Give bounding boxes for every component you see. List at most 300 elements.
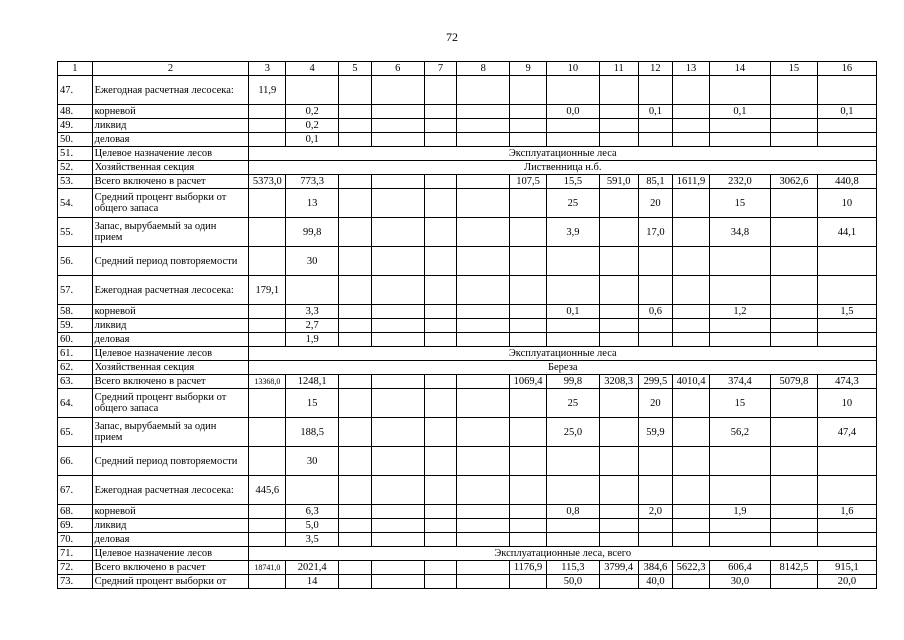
- table-cell: [424, 561, 457, 575]
- table-row: [58, 505, 877, 519]
- table-row: [58, 147, 877, 161]
- table-cell: [770, 333, 817, 347]
- table-cell: [339, 375, 372, 389]
- table-cell: [424, 305, 457, 319]
- table-cell: 606,4: [709, 561, 770, 575]
- table-cell: [673, 305, 710, 319]
- table-cell: [371, 519, 424, 533]
- column-header: 14: [709, 62, 770, 76]
- table-cell: [457, 476, 510, 505]
- row-label: ликвид: [92, 519, 249, 533]
- table-cell: [339, 218, 372, 247]
- row-number: 70.: [58, 533, 93, 547]
- table-row: [58, 547, 877, 561]
- table-cell: [339, 476, 372, 505]
- column-header: 7: [424, 62, 457, 76]
- row-number: 60.: [58, 333, 93, 347]
- table-cell: [510, 319, 547, 333]
- table-cell: 40,0: [638, 575, 673, 589]
- table-cell: [638, 519, 673, 533]
- table-cell: [371, 319, 424, 333]
- table-cell: 0,6: [638, 305, 673, 319]
- table-cell: 20: [638, 389, 673, 418]
- column-header: 3: [249, 62, 286, 76]
- column-header: 11: [599, 62, 638, 76]
- row-number: 64.: [58, 389, 93, 418]
- table-cell: [371, 105, 424, 119]
- table-cell: [546, 76, 599, 105]
- table-cell: 30: [286, 447, 339, 476]
- table-cell: [546, 119, 599, 133]
- table-cell: [339, 189, 372, 218]
- table-cell: [371, 561, 424, 575]
- table-cell: [673, 476, 710, 505]
- table-row: [58, 76, 877, 105]
- row-label: Хозяйственная секция: [92, 161, 249, 175]
- table-cell: 1,5: [817, 305, 876, 319]
- table-cell: [770, 119, 817, 133]
- table-cell: [770, 389, 817, 418]
- table-cell: [371, 76, 424, 105]
- table-cell: [371, 447, 424, 476]
- table-cell: [709, 119, 770, 133]
- table-cell: [457, 575, 510, 589]
- table-cell: [339, 76, 372, 105]
- table-cell: [709, 76, 770, 105]
- table-cell: 0,1: [546, 305, 599, 319]
- table-cell: [817, 476, 876, 505]
- table-cell: 3,9: [546, 218, 599, 247]
- table-cell: [424, 533, 457, 547]
- table-cell: [249, 418, 286, 447]
- table-cell: [673, 76, 710, 105]
- table-cell: 10: [817, 389, 876, 418]
- row-number: 58.: [58, 305, 93, 319]
- table-cell: [599, 418, 638, 447]
- table-cell: [599, 276, 638, 305]
- table-cell: [339, 389, 372, 418]
- table-cell: 5622,3: [673, 561, 710, 575]
- table-row: [58, 333, 877, 347]
- row-number: 49.: [58, 119, 93, 133]
- table-cell: [673, 119, 710, 133]
- table-cell: [638, 133, 673, 147]
- table-cell: [510, 447, 547, 476]
- table-row: [58, 447, 877, 476]
- table-cell: [546, 133, 599, 147]
- table-cell: 34,8: [709, 218, 770, 247]
- table-cell: 0,0: [546, 105, 599, 119]
- table-cell: [770, 305, 817, 319]
- table-cell: [339, 575, 372, 589]
- column-header: 1: [58, 62, 93, 76]
- table-cell: [249, 333, 286, 347]
- table-cell: [510, 333, 547, 347]
- table-cell: [510, 505, 547, 519]
- table-cell: [371, 389, 424, 418]
- table-cell: [424, 575, 457, 589]
- table-cell: [599, 105, 638, 119]
- row-number: 52.: [58, 161, 93, 175]
- table-cell: 15: [709, 389, 770, 418]
- row-label: Целевое назначение лесов: [92, 347, 249, 361]
- table-cell: [599, 575, 638, 589]
- table-cell: [599, 447, 638, 476]
- table-cell: [371, 119, 424, 133]
- table-cell: [770, 105, 817, 119]
- table-cell: [709, 333, 770, 347]
- row-label: Всего включено в расчет: [92, 561, 249, 575]
- table-cell: [638, 447, 673, 476]
- row-label: Средний процент выборки от общего запаса: [92, 389, 249, 418]
- table-cell: [638, 247, 673, 276]
- table-cell: [371, 375, 424, 389]
- table-cell: [709, 476, 770, 505]
- table-cell: [817, 247, 876, 276]
- table-cell: [599, 218, 638, 247]
- table-cell: 99,8: [286, 218, 339, 247]
- table-cell: [770, 418, 817, 447]
- table-cell: [457, 505, 510, 519]
- table-cell: 232,0: [709, 175, 770, 189]
- table-cell: [817, 319, 876, 333]
- table-cell: [673, 418, 710, 447]
- table-cell: [249, 505, 286, 519]
- table-cell: [371, 247, 424, 276]
- table-cell: [457, 105, 510, 119]
- table-cell: 299,5: [638, 375, 673, 389]
- table-cell: [371, 476, 424, 505]
- table-cell: [599, 319, 638, 333]
- table-cell: [249, 189, 286, 218]
- table-cell: [770, 218, 817, 247]
- table-cell: [339, 105, 372, 119]
- column-header: 10: [546, 62, 599, 76]
- table-cell: [770, 276, 817, 305]
- table-cell: 1176,9: [510, 561, 547, 575]
- table-cell: [249, 133, 286, 147]
- table-cell: 115,3: [546, 561, 599, 575]
- table-cell: [546, 476, 599, 505]
- table-cell: [817, 133, 876, 147]
- table-cell: [371, 575, 424, 589]
- table-cell: 2,0: [638, 505, 673, 519]
- table-cell: [638, 533, 673, 547]
- row-label: деловая: [92, 133, 249, 147]
- table-cell: [249, 319, 286, 333]
- table-cell: [599, 505, 638, 519]
- row-number: 47.: [58, 76, 93, 105]
- table-cell: [339, 418, 372, 447]
- row-label: Хозяйственная секция: [92, 361, 249, 375]
- table-cell: 25,0: [546, 418, 599, 447]
- table-cell: [457, 389, 510, 418]
- table-cell: 47,4: [817, 418, 876, 447]
- row-number: 55.: [58, 218, 93, 247]
- table-cell: [817, 533, 876, 547]
- table-cell: [249, 533, 286, 547]
- table-cell: [510, 218, 547, 247]
- table-cell: [457, 418, 510, 447]
- row-number: 71.: [58, 547, 93, 561]
- row-label: Целевое назначение лесов: [92, 147, 249, 161]
- table-cell: 5373,0: [249, 175, 286, 189]
- table-cell: 17,0: [638, 218, 673, 247]
- table-cell: 14: [286, 575, 339, 589]
- table-cell: 915,1: [817, 561, 876, 575]
- table-cell: 4010,4: [673, 375, 710, 389]
- table-cell: [249, 247, 286, 276]
- row-number: 67.: [58, 476, 93, 505]
- table-cell: 107,5: [510, 175, 547, 189]
- table-cell: [817, 76, 876, 105]
- section-value: Эксплуатационные леса: [249, 347, 877, 361]
- table-cell: [249, 218, 286, 247]
- table-cell: [424, 119, 457, 133]
- table-cell: [510, 575, 547, 589]
- row-label: Ежегодная расчетная лесосека:: [92, 76, 249, 105]
- table-cell: [249, 519, 286, 533]
- table-cell: [339, 247, 372, 276]
- row-label: Средний период повторяемости: [92, 247, 249, 276]
- row-number: 61.: [58, 347, 93, 361]
- table-cell: [673, 105, 710, 119]
- table-cell: [817, 519, 876, 533]
- table-cell: [673, 218, 710, 247]
- table-cell: [546, 333, 599, 347]
- table-cell: [339, 447, 372, 476]
- table-cell: 0,1: [638, 105, 673, 119]
- table-cell: [339, 276, 372, 305]
- table-row: [58, 218, 877, 247]
- table-cell: [817, 333, 876, 347]
- table-cell: 1248,1: [286, 375, 339, 389]
- table-cell: 591,0: [599, 175, 638, 189]
- table-cell: [817, 119, 876, 133]
- table-cell: [546, 319, 599, 333]
- table-cell: [709, 247, 770, 276]
- table-cell: 0,1: [286, 133, 339, 147]
- table-row: [58, 361, 877, 375]
- table: [57, 61, 877, 589]
- table-cell: [673, 505, 710, 519]
- table-cell: 1,9: [286, 333, 339, 347]
- table-cell: 0,2: [286, 119, 339, 133]
- table-cell: 8142,5: [770, 561, 817, 575]
- table-cell: [339, 519, 372, 533]
- table-cell: 3208,3: [599, 375, 638, 389]
- row-number: 69.: [58, 519, 93, 533]
- table-row: [58, 105, 877, 119]
- table-cell: [510, 276, 547, 305]
- table-cell: [424, 175, 457, 189]
- row-number: 72.: [58, 561, 93, 575]
- row-number: 66.: [58, 447, 93, 476]
- table-cell: [424, 375, 457, 389]
- table-cell: [546, 533, 599, 547]
- column-header: 15: [770, 62, 817, 76]
- column-header: 2: [92, 62, 249, 76]
- table-cell: [709, 533, 770, 547]
- table-cell: [673, 319, 710, 333]
- table-cell: [599, 119, 638, 133]
- table-cell: 440,8: [817, 175, 876, 189]
- table-cell: [770, 133, 817, 147]
- table-cell: [424, 476, 457, 505]
- table-cell: [673, 575, 710, 589]
- table-cell: 11,9: [249, 76, 286, 105]
- table-cell: [510, 519, 547, 533]
- table-cell: 2,7: [286, 319, 339, 333]
- table-cell: [709, 319, 770, 333]
- table-cell: [457, 247, 510, 276]
- table-cell: [424, 447, 457, 476]
- table-cell: [673, 333, 710, 347]
- table-cell: [371, 189, 424, 218]
- row-label: Средний процент выборки от общего запаса: [92, 189, 249, 218]
- table-cell: [457, 276, 510, 305]
- column-header: 9: [510, 62, 547, 76]
- table-cell: [770, 533, 817, 547]
- page-number: 72: [446, 30, 458, 44]
- table-cell: [673, 189, 710, 218]
- table-cell: [770, 247, 817, 276]
- table-cell: [457, 333, 510, 347]
- row-label: Всего включено в расчет: [92, 175, 249, 189]
- table-cell: [770, 476, 817, 505]
- row-number: 53.: [58, 175, 93, 189]
- table-cell: [424, 247, 457, 276]
- table-cell: 6,3: [286, 505, 339, 519]
- table-cell: [339, 133, 372, 147]
- row-number: 65.: [58, 418, 93, 447]
- table-row: [58, 476, 877, 505]
- table-cell: [457, 305, 510, 319]
- table-cell: 3062,6: [770, 175, 817, 189]
- table-cell: [286, 76, 339, 105]
- table-row: [58, 418, 877, 447]
- table-row: [58, 519, 877, 533]
- table-cell: [371, 505, 424, 519]
- table-cell: [424, 389, 457, 418]
- table-cell: 50,0: [546, 575, 599, 589]
- table-cell: [510, 105, 547, 119]
- table-cell: [457, 175, 510, 189]
- table-cell: 18741,0: [249, 561, 286, 575]
- column-header: 4: [286, 62, 339, 76]
- table-cell: 10: [817, 189, 876, 218]
- table-cell: 3,5: [286, 533, 339, 547]
- table-row: [58, 189, 877, 218]
- table-cell: [770, 447, 817, 476]
- table-row: [58, 247, 877, 276]
- section-value: Эксплуатационные леса, всего: [249, 547, 877, 561]
- table-cell: [510, 389, 547, 418]
- table-cell: [638, 76, 673, 105]
- row-label: ликвид: [92, 319, 249, 333]
- row-number: 56.: [58, 247, 93, 276]
- table-cell: [638, 276, 673, 305]
- row-label: корневой: [92, 105, 249, 119]
- row-label: Ежегодная расчетная лесосека:: [92, 276, 249, 305]
- table-cell: [599, 247, 638, 276]
- table-cell: [457, 218, 510, 247]
- column-header: 13: [673, 62, 710, 76]
- table-row: [58, 119, 877, 133]
- table-cell: [249, 119, 286, 133]
- table-cell: [339, 175, 372, 189]
- table-cell: [457, 76, 510, 105]
- table-cell: [817, 276, 876, 305]
- table-cell: [424, 276, 457, 305]
- table-cell: [709, 447, 770, 476]
- table-cell: [371, 218, 424, 247]
- table-cell: [546, 247, 599, 276]
- table-row: [58, 175, 877, 189]
- table-cell: [638, 319, 673, 333]
- table-cell: [510, 247, 547, 276]
- table-cell: [249, 105, 286, 119]
- column-header: 16: [817, 62, 876, 76]
- table-cell: [424, 519, 457, 533]
- table-cell: [546, 447, 599, 476]
- table-cell: 188,5: [286, 418, 339, 447]
- table-cell: [599, 389, 638, 418]
- table-cell: [424, 319, 457, 333]
- row-number: 57.: [58, 276, 93, 305]
- table-cell: [770, 519, 817, 533]
- row-label: деловая: [92, 533, 249, 547]
- table-cell: [510, 533, 547, 547]
- table-row: [58, 575, 877, 589]
- table-cell: [510, 133, 547, 147]
- table-cell: [457, 561, 510, 575]
- table-cell: 1,9: [709, 505, 770, 519]
- table-cell: [510, 119, 547, 133]
- table-cell: [770, 76, 817, 105]
- table-cell: [817, 447, 876, 476]
- table-cell: 1611,9: [673, 175, 710, 189]
- table-cell: [424, 505, 457, 519]
- table-row: [58, 161, 877, 175]
- table-cell: [249, 447, 286, 476]
- row-number: 54.: [58, 189, 93, 218]
- table-cell: [371, 133, 424, 147]
- table-cell: [424, 76, 457, 105]
- column-header: 8: [457, 62, 510, 76]
- table-cell: [599, 533, 638, 547]
- table-cell: [546, 276, 599, 305]
- table-cell: 13: [286, 189, 339, 218]
- table-cell: 13368,0: [249, 375, 286, 389]
- table-cell: [510, 189, 547, 218]
- table-row: [58, 375, 877, 389]
- table-row: [58, 305, 877, 319]
- table-cell: [457, 519, 510, 533]
- section-value: Эксплуатационные леса: [249, 147, 877, 161]
- table-cell: [638, 333, 673, 347]
- table-cell: 474,3: [817, 375, 876, 389]
- table-cell: 25: [546, 189, 599, 218]
- table-cell: [673, 389, 710, 418]
- table-cell: 1069,4: [510, 375, 547, 389]
- table-cell: 15: [709, 189, 770, 218]
- row-number: 68.: [58, 505, 93, 519]
- table-cell: 1,6: [817, 505, 876, 519]
- table-cell: 25: [546, 389, 599, 418]
- table-cell: [673, 533, 710, 547]
- table-cell: [371, 276, 424, 305]
